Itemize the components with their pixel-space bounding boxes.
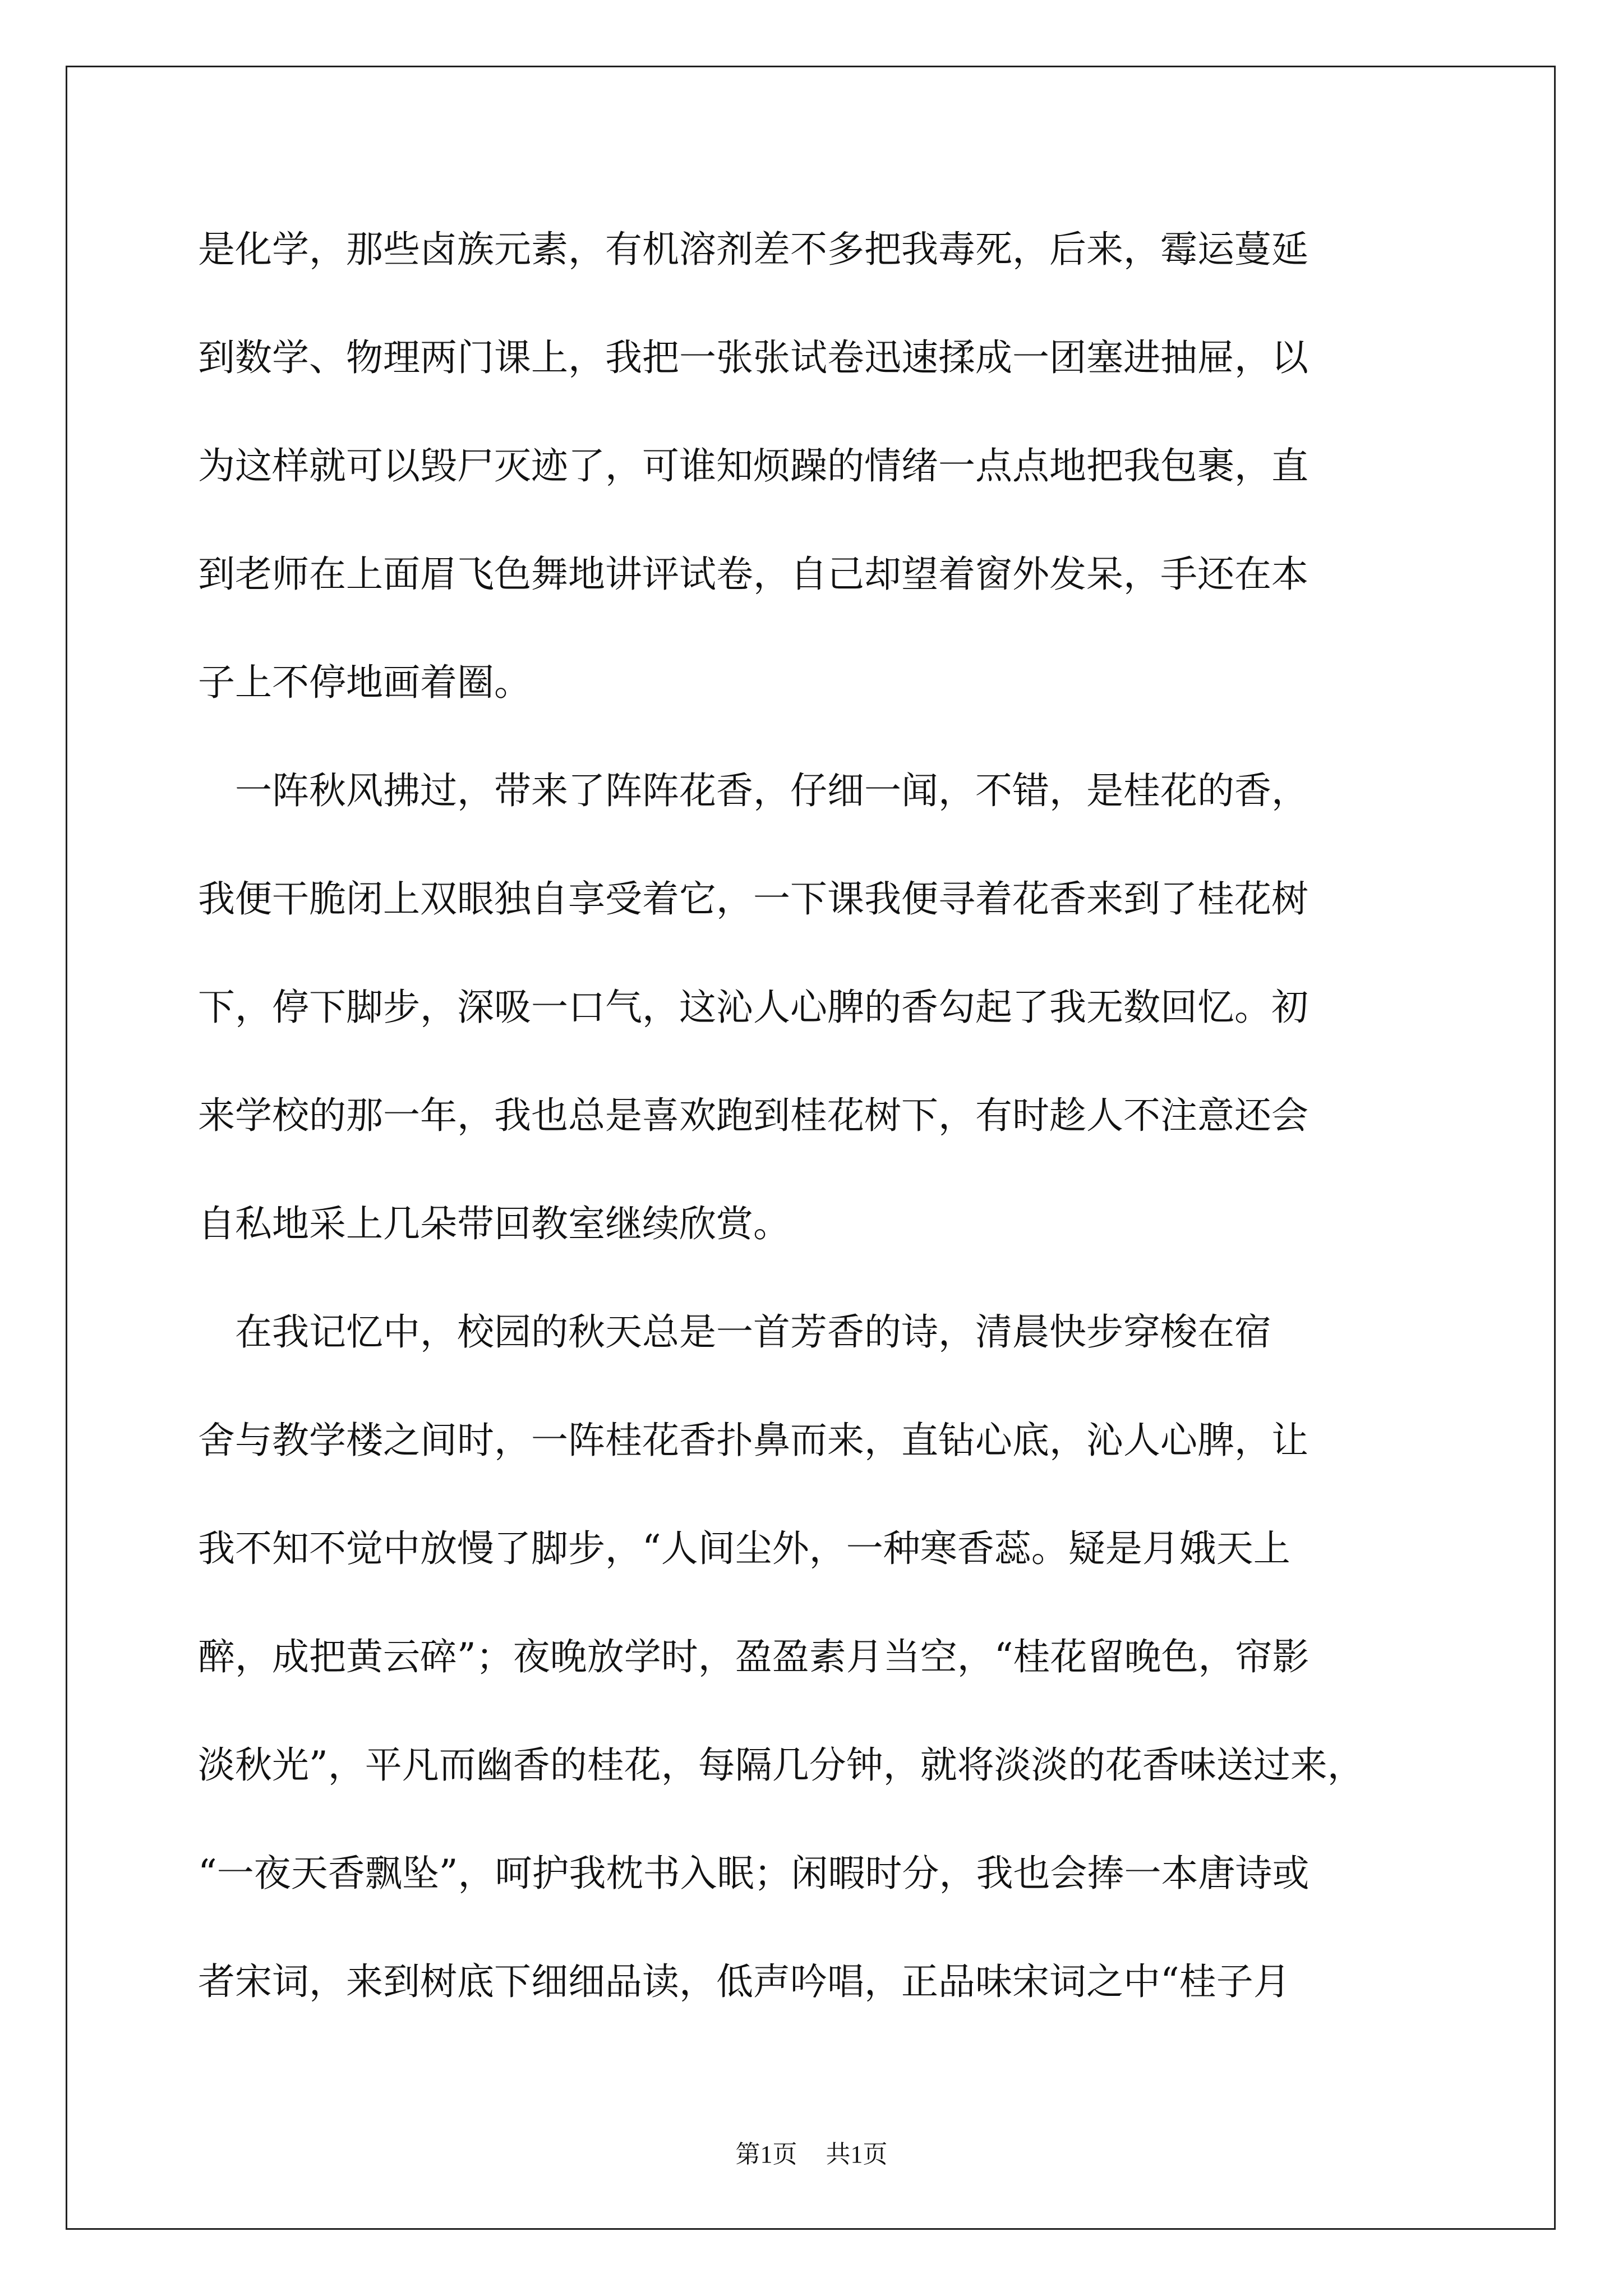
text-line: 一阵秋风拂过，带来了阵阵花香，仔细一闻，不错，是桂花的香， xyxy=(198,769,1308,812)
text-line: 淡秋光”，平凡而幽香的桂花，每隔几分钟，就将淡淡的花香味送过来， xyxy=(198,1743,1364,1787)
text-line: 在我记忆中，校园的秋天总是一首芳香的诗，清晨快步穿梭在宿 xyxy=(198,1310,1271,1354)
page-footer xyxy=(0,2134,1623,2170)
text-line: 来学校的那一年，我也总是喜欢跑到桂花树下，有时趁人不注意还会 xyxy=(198,1094,1308,1137)
text-line: 为这样就可以毁尸灭迹了，可谁知烦躁的情绪一点点地把我包裹，直 xyxy=(198,444,1308,487)
text-line: 舍与教学楼之间时，一阵桂花香扑鼻而来，直钻心底，沁人心脾，让 xyxy=(198,1419,1308,1462)
text-line: 者宋词，来到树底下细细品读，低声吟唱，正品味宋词之中“桂子月 xyxy=(198,1960,1290,2003)
text-line: 自私地采上几朵带回教室继续欣赏。 xyxy=(198,1202,790,1245)
text-line: 下，停下脚步，深吸一口气，这沁人心脾的香勾起了我无数回忆。初 xyxy=(198,986,1308,1029)
text-line: 我不知不觉中放慢了脚步，“人间尘外，一种寒香蕊。疑是月娥天上 xyxy=(198,1527,1290,1570)
text-line: 我便干脆闭上双眼独自享受着它，一下课我便寻着花香来到了桂花树 xyxy=(198,877,1308,921)
page-number: 第1页 xyxy=(735,2141,797,2168)
text-line: 是化学，那些卤族元素，有机溶剂差不多把我毒死，后来，霉运蔓延 xyxy=(198,228,1308,271)
text-line: 到老师在上面眉飞色舞地讲评试卷，自己却望着窗外发呆，手还在本 xyxy=(198,553,1308,596)
text-line: 醉，成把黄云碎”；夜晚放学时，盈盈素月当空，“桂花留晚色，帘影 xyxy=(198,1635,1310,1678)
page-total: 共1页 xyxy=(826,2141,888,2168)
text-line: 子上不停地画着圈。 xyxy=(198,661,531,704)
text-line: 到数学、物理两门课上，我把一张张试卷迅速揉成一团塞进抽屉，以 xyxy=(198,336,1308,379)
page-border xyxy=(66,66,1556,2230)
text-line: “一夜天香飘坠”，呵护我枕书入眠；闲暇时分，我也会捧一本唐诗或 xyxy=(198,1852,1310,1895)
